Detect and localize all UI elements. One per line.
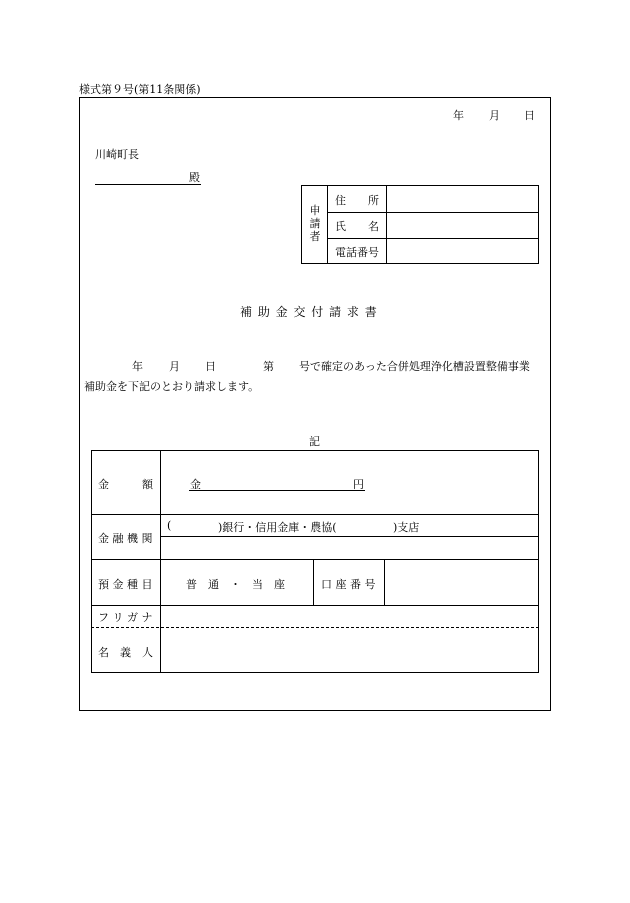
body-line1-rest: 号で確定のあった合併処理浄化槽設置整備事業 — [299, 360, 530, 373]
amount-label: 金 額 — [98, 478, 153, 491]
holder-label: 名 義 人 — [98, 646, 153, 659]
applicant-name-row[interactable] — [327, 212, 538, 239]
request-table — [91, 450, 539, 673]
form-number: 様式第９号(第11条関係) — [79, 83, 201, 96]
row-line-2 — [91, 559, 539, 560]
applicant-box — [301, 185, 539, 264]
amount-input-line[interactable] — [189, 490, 365, 491]
deposit-label: 預 金 種 目 — [98, 578, 153, 591]
amount-suffix: 円 — [353, 478, 364, 491]
addressee-honorific: 殿 — [189, 171, 200, 184]
deposit-divider-2 — [384, 559, 385, 605]
deposit-options[interactable]: 普 通 ・ 当 座 — [186, 578, 285, 591]
row-line-1 — [91, 514, 539, 515]
date-day: 日 — [524, 109, 535, 122]
bank-paren-open: ( — [167, 519, 172, 532]
branch-name-text[interactable]: )支店 — [393, 521, 420, 534]
body-line2: 補助金を下記のとおり請求します。 — [84, 380, 260, 393]
furigana-label: フ リ ガ ナ — [98, 611, 153, 624]
ki-label: 記 — [309, 435, 320, 448]
applicant-label-cell — [302, 186, 328, 263]
row-line-3 — [91, 605, 539, 606]
body-dai: 第 — [263, 360, 274, 373]
addressee-blank-line[interactable] — [95, 184, 201, 185]
applicant-phone-row[interactable] — [327, 238, 538, 263]
body-day: 日 — [205, 360, 216, 373]
row-line-bank-mid — [160, 536, 539, 537]
date-year: 年 — [453, 109, 464, 122]
deposit-divider-1 — [313, 559, 314, 605]
furigana-divider — [91, 627, 539, 628]
account-number-label: 口 座 番 号 — [321, 578, 376, 591]
bank-name-text[interactable]: )銀行・信用金庫・農協( — [218, 521, 337, 534]
applicant-phone-label: 電話番号 — [335, 246, 379, 259]
applicant-address-label: 住 所 — [335, 194, 379, 207]
amount-prefix: 金 — [190, 478, 201, 491]
body-year: 年 — [132, 360, 143, 373]
body-month: 月 — [169, 360, 180, 373]
addressee-name: 川崎町長 — [95, 148, 139, 161]
applicant-address-row[interactable] — [327, 186, 538, 213]
applicant-name-label: 氏 名 — [335, 220, 379, 233]
date-month: 月 — [489, 109, 500, 122]
applicant-label: 申請者 — [309, 204, 321, 243]
table-label-divider — [160, 450, 161, 673]
document-title: 補 助 金 交 付 請 求 書 — [240, 305, 378, 319]
bank-label: 金 融 機 関 — [98, 532, 153, 545]
